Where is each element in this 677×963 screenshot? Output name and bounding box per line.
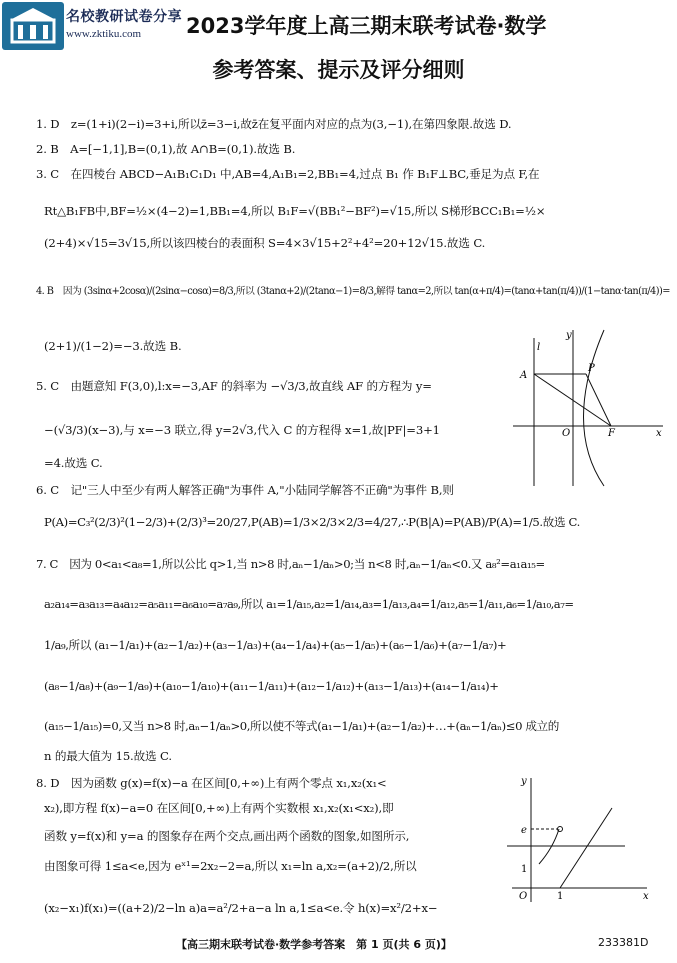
line-q5-3: =4.故选 C. [44, 456, 103, 470]
fig5-label-p: P [588, 363, 595, 374]
fig5-label-f: F [608, 428, 615, 439]
line-q8-3: 函数 y=f(x)和 y=a 的图象存在两个交点,画出两个函数的图象,如图所示, [44, 829, 410, 843]
line-q6-1: 6. C 记"三人中至少有两人解答正确"为事件 A,"小陆同学解答不正确"为事件 B,则 [36, 483, 454, 497]
fig5-label-a: A [520, 370, 528, 381]
line-q6-2: P(A)=C₃²(2/3)²(1−2/3)+(2/3)³=20/27,P(AB)=1/3×2/3×2/3=4/27,∴P(B|A)=P(AB)/P(A)=1/5.故选 C. [44, 515, 580, 529]
fig8-label-y: y [521, 776, 527, 787]
fig8-label-1y: 1 [521, 864, 528, 875]
line-q1-1: 1. D z=(1+i)(2−i)=3+i,所以z̄=3−i,故z̄在复平面内对应的点为(3,−1),在第四象限.故选 D. [36, 117, 512, 131]
line-q8-2: x₂),即方程 f(x)−a=0 在区间[0,+∞)上有两个实数根 x₁,x₂(x₁<x₂),即 [44, 801, 394, 815]
line-q7-3: 1/a₉,所以 (a₁−1/a₁)+(a₂−1/a₂)+(a₃−1/a₃)+(a₄−1/a₄)+(a₅−1/a₅)+(a₆−1/a₆)+(a₇−1/a₇)+ [44, 638, 507, 652]
line-q7-4: (a₈−1/a₈)+(a₉−1/a₉)+(a₁₀−1/a₁₀)+(a₁₁−1/a₁₁)+(a₁₂−1/a₁₂)+(a₁₃−1/a₁₃)+(a₁₄−1/a₁₄)+ [44, 679, 499, 693]
line-q4-2: (2+1)/(1−2)=−3.故选 B. [44, 339, 182, 353]
line-q8-5: (x₂−x₁)f(x₁)=((a+2)/2−ln a)a=a²/2+a−a ln a,1≤a<e.令 h(x)=x²/2+x− [44, 901, 438, 915]
fig5-label-y: y [566, 330, 572, 341]
logo-url: www.zktiku.com [66, 28, 142, 40]
line-q7-1: 7. C 因为 0<a₁<a₈=1,所以公比 q>1,当 n>8 时,aₙ−1/aₙ>0;当 n<8 时,aₙ−1/aₙ<0.又 a₈²=a₁a₁₅= [36, 557, 545, 571]
function-figure [497, 772, 657, 912]
line-q8-4: 由图象可得 1≤a<e,因为 eˣ¹=2x₂−2=a,所以 x₁=ln a,x₂=(a+2)/2,所以 [44, 859, 417, 873]
line-q3-1: 3. C 在四棱台 ABCD−A₁B₁C₁D₁ 中,AB=4,A₁B₁=2,BB₁=4,过点 B₁ 作 B₁F⊥BC,垂足为点 F,在 [36, 167, 540, 181]
fig8-label-o: O [519, 891, 528, 902]
parabola-figure [508, 328, 668, 488]
line-q4-1: 4. B 因为 (3sinα+2cosα)/(2sinα−cosα)=8/3,所以 (3tanα+2)/(2tanα−1)=8/3,解得 tanα=2,所以 tan(α+π/4)=(tanα+tan(π/4))/(1−tanα·tan(π/4))= [36, 286, 670, 297]
line-q5-2: −(√3/3)(x−3),与 x=−3 联立,得 y=2√3,代入 C 的方程得 x=1,故|PF|=3+1 [44, 423, 440, 437]
answer-subtitle: 参考答案、提示及评分细则 [212, 58, 465, 82]
fig5-label-x: x [656, 428, 662, 439]
fig5-label-o: O [562, 428, 571, 439]
line-q3-2: Rt△B₁FB中,BF=½×(4−2)=1,BB₁=4,所以 B₁F=√(BB₁²−BF²)=√15,所以 S梯形BCC₁B₁=½× [44, 204, 546, 218]
line-q3-3: (2+4)×√15=3√15,所以该四棱台的表面积 S=4×3√15+2²+4²=20+12√15.故选 C. [44, 236, 486, 250]
exam-title: 2023学年度上高三期末联考试卷·数学 [186, 14, 547, 38]
school-building-icon [8, 6, 58, 46]
line-q7-2: a₂a₁₄=a₃a₁₃=a₄a₁₂=a₅a₁₁=a₆a₁₀=a₇a₉,所以 a₁=1/a₁₅,a₂=1/a₁₄,a₃=1/a₁₃,a₄=1/a₁₂,a₅=1/a₁₁,a₆=1/a₁₀,a₇= [44, 597, 574, 611]
fig8-label-e: e [521, 825, 527, 836]
fig8-label-1x: 1 [557, 891, 564, 902]
line-q5-1: 5. C 由题意知 F(3,0),l:x=−3,AF 的斜率为 −√3/3,故直线 AF 的方程为 y= [36, 379, 432, 393]
fig5-label-l: l [537, 342, 541, 353]
footer-code: 233381D [598, 936, 649, 949]
line-q2-1: 2. B A=[−1,1],B=(0,1),故 A∩B=(0,1).故选 B. [36, 142, 296, 156]
line-q7-5: (a₁₅−1/a₁₅)=0,又当 n>8 时,aₙ−1/aₙ>0,所以使不等式(a₁−1/a₁)+(a₂−1/a₂)+…+(aₙ−1/aₙ)≤0 成立的 [44, 719, 559, 733]
line-q8-1: 8. D 因为函数 g(x)=f(x)−a 在区间[0,+∞)上有两个零点 x₁,x₂(x₁< [36, 776, 387, 790]
fig8-label-x: x [643, 891, 649, 902]
footer-text: 【高三期末联考试卷·数学参考答案 第 1 页(共 6 页)】 [176, 938, 452, 951]
site-logo [2, 2, 64, 50]
line-q7-6: n 的最大值为 15.故选 C. [44, 749, 172, 763]
logo-name: 名校教研试卷分享 [66, 9, 182, 25]
